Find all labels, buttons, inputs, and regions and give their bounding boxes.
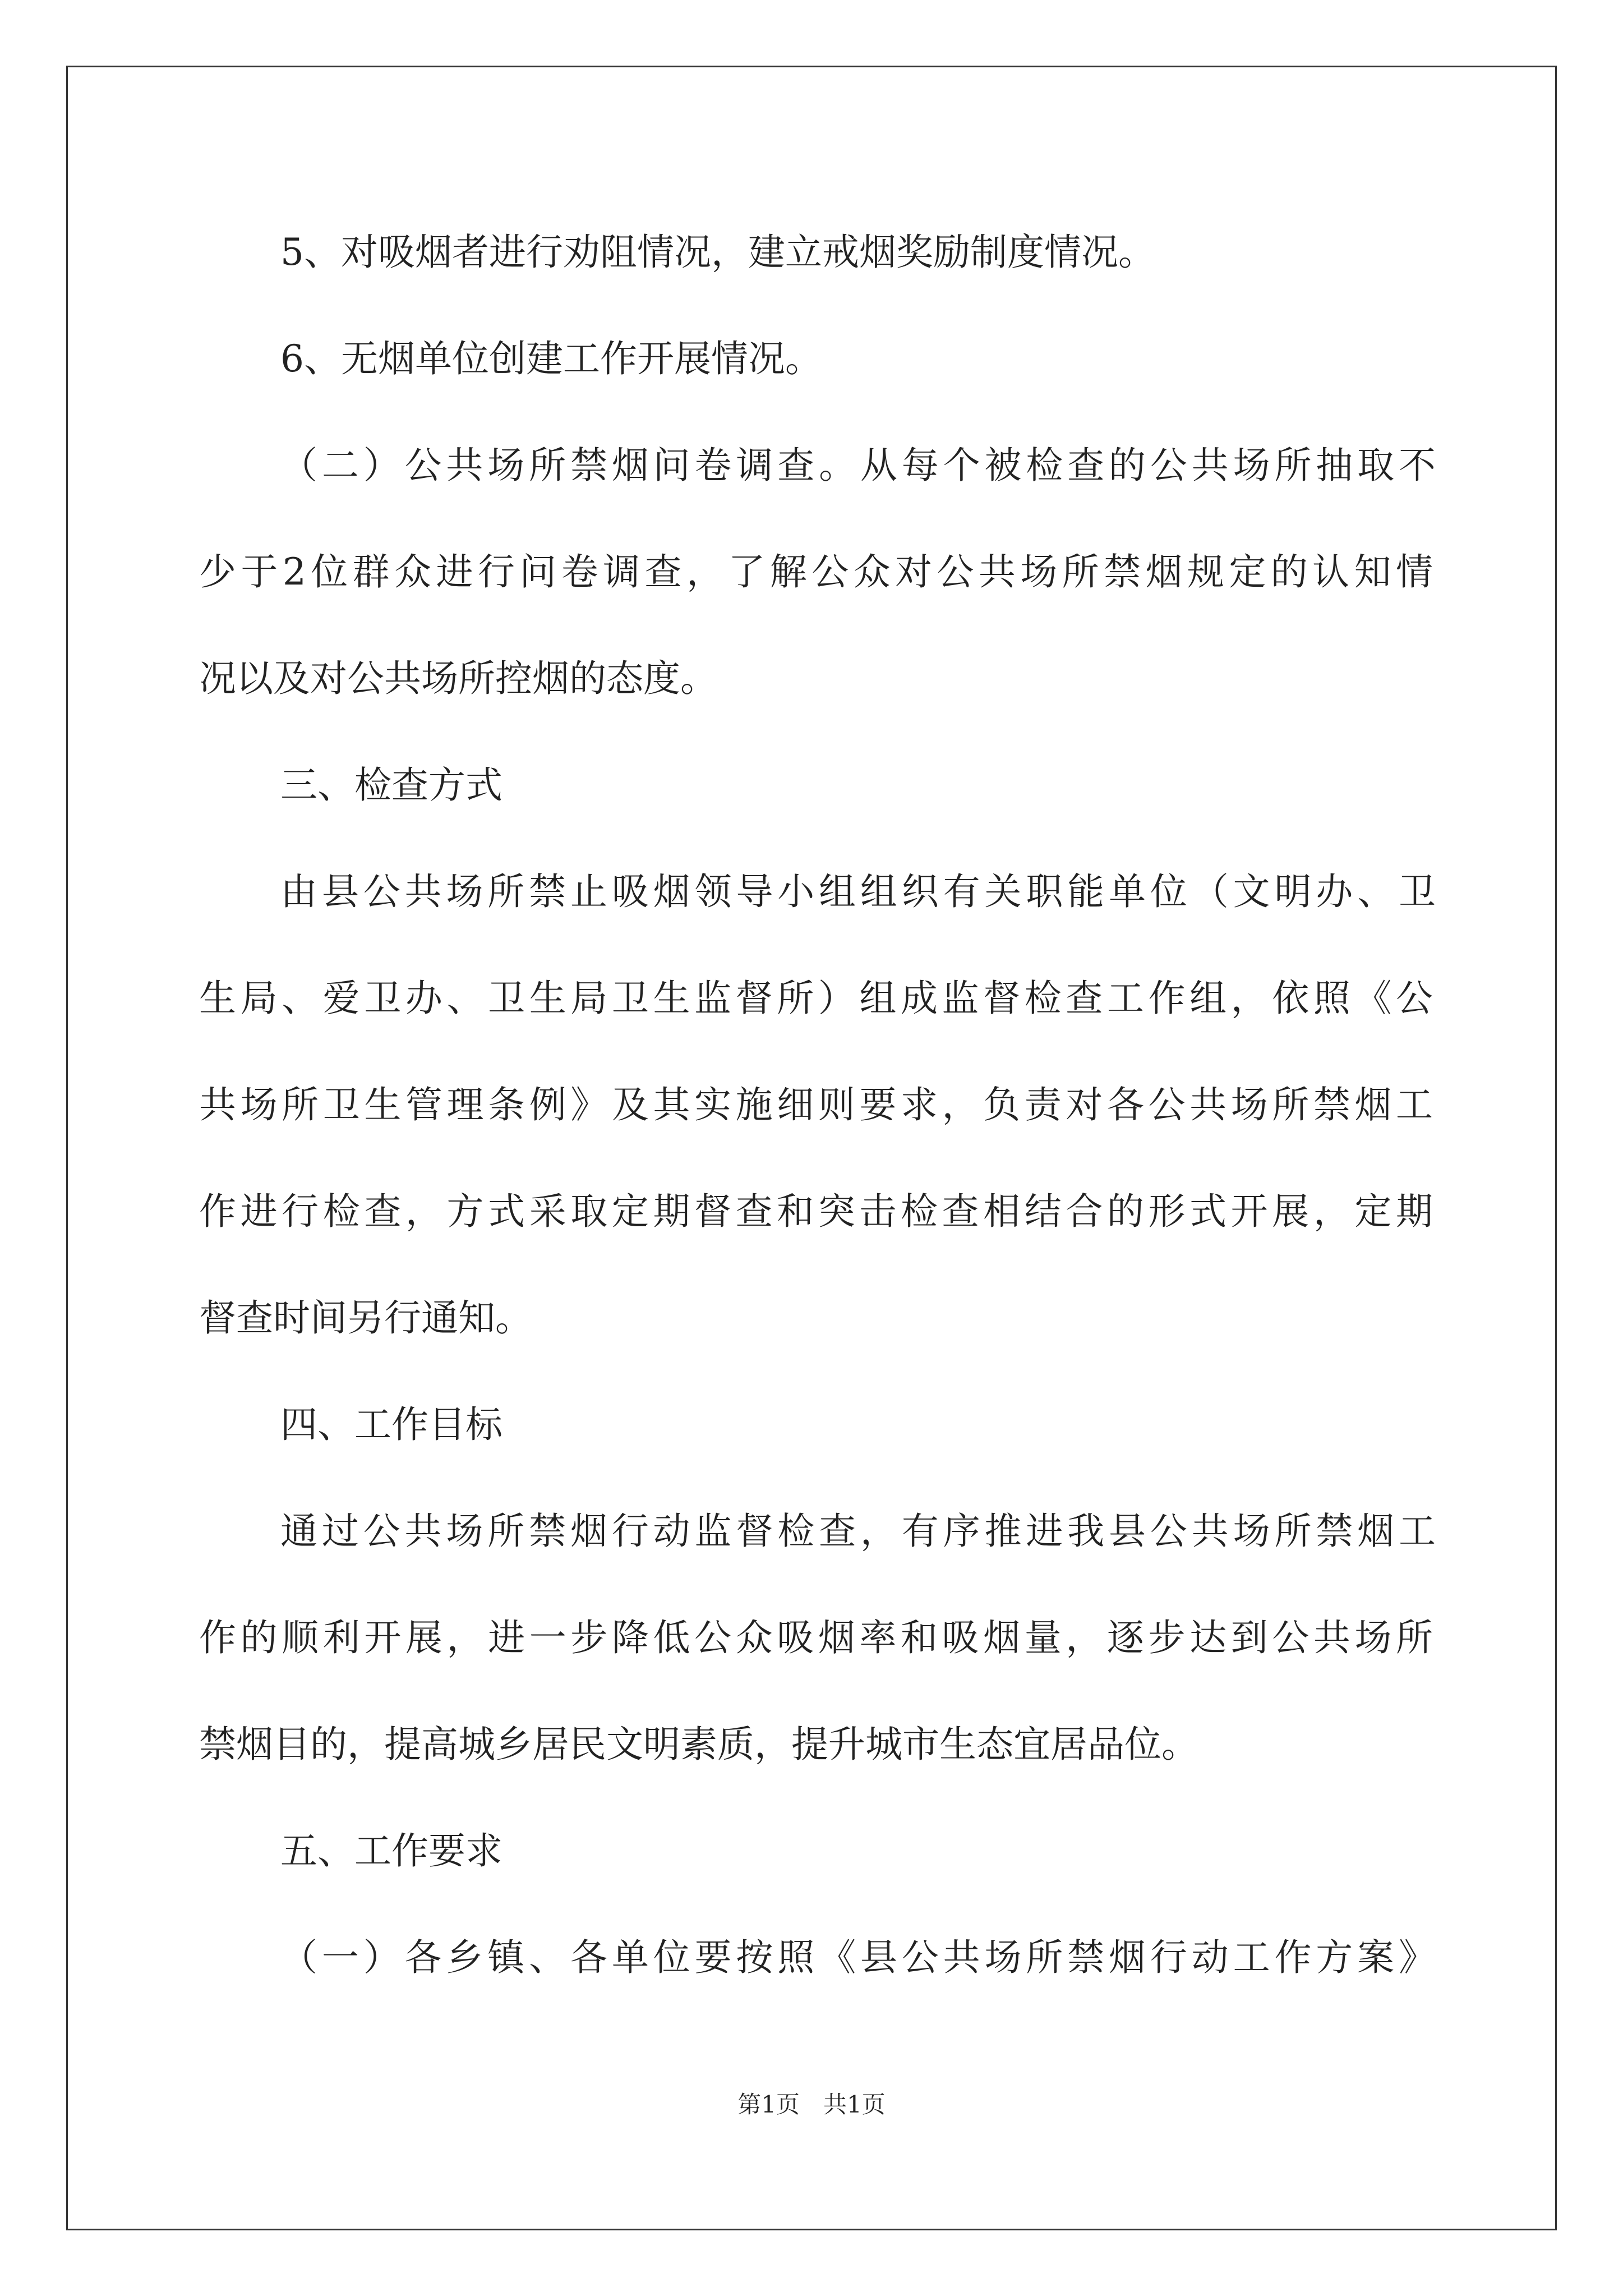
section-heading-3: 三、检查方式 (280, 763, 502, 807)
text-line-10: 作进行检查，方式采取定期督查和突击检查相结合的形式开展，定期 (199, 1190, 1433, 1233)
text-line-3: （二）公共场所禁烟问卷调查。从每个被检查的公共场所抽取不 (280, 444, 1436, 487)
text-line-9: 共场所卫生管理条例》及其实施细则要求，负责对各公共场所禁烟工 (199, 1083, 1433, 1126)
text-line-8: 生局、爱卫办、卫生局卫生监督所）组成监督检查工作组，依照《公 (199, 977, 1433, 1020)
text-line-7: 由县公共场所禁止吸烟领导小组组织有关职能单位（文明办、卫 (280, 870, 1436, 913)
text-line-14: 作的顺利开展，进一步降低公众吸烟率和吸烟量，逐步达到公共场所 (199, 1616, 1433, 1659)
text-line-11: 督查时间另行通知。 (199, 1296, 532, 1340)
text-line-1: 5、对吸烟者进行劝阻情况，建立戒烟奖励制度情况。 (280, 231, 1155, 274)
text-line-2: 6、无烟单位创建工作开展情况。 (280, 337, 822, 380)
section-heading-4: 四、工作目标 (280, 1403, 502, 1446)
page-number-footer: 第1页 共1页 (737, 2091, 886, 2118)
section-heading-5: 五、工作要求 (280, 1829, 502, 1872)
text-line-13: 通过公共场所禁烟行动监督检查，有序推进我县公共场所禁烟工 (280, 1510, 1436, 1553)
text-line-15: 禁烟目的，提高城乡居民文明素质，提升城市生态宜居品位。 (199, 1723, 1198, 1766)
text-line-5: 况以及对公共场所控烟的态度。 (199, 657, 717, 700)
text-line-17: （一）各乡镇、各单位要按照《县公共场所禁烟行动工作方案》 (280, 1936, 1436, 1979)
text-line-4: 少于2位群众进行问卷调查，了解公众对公共场所禁烟规定的认知情 (199, 550, 1433, 593)
